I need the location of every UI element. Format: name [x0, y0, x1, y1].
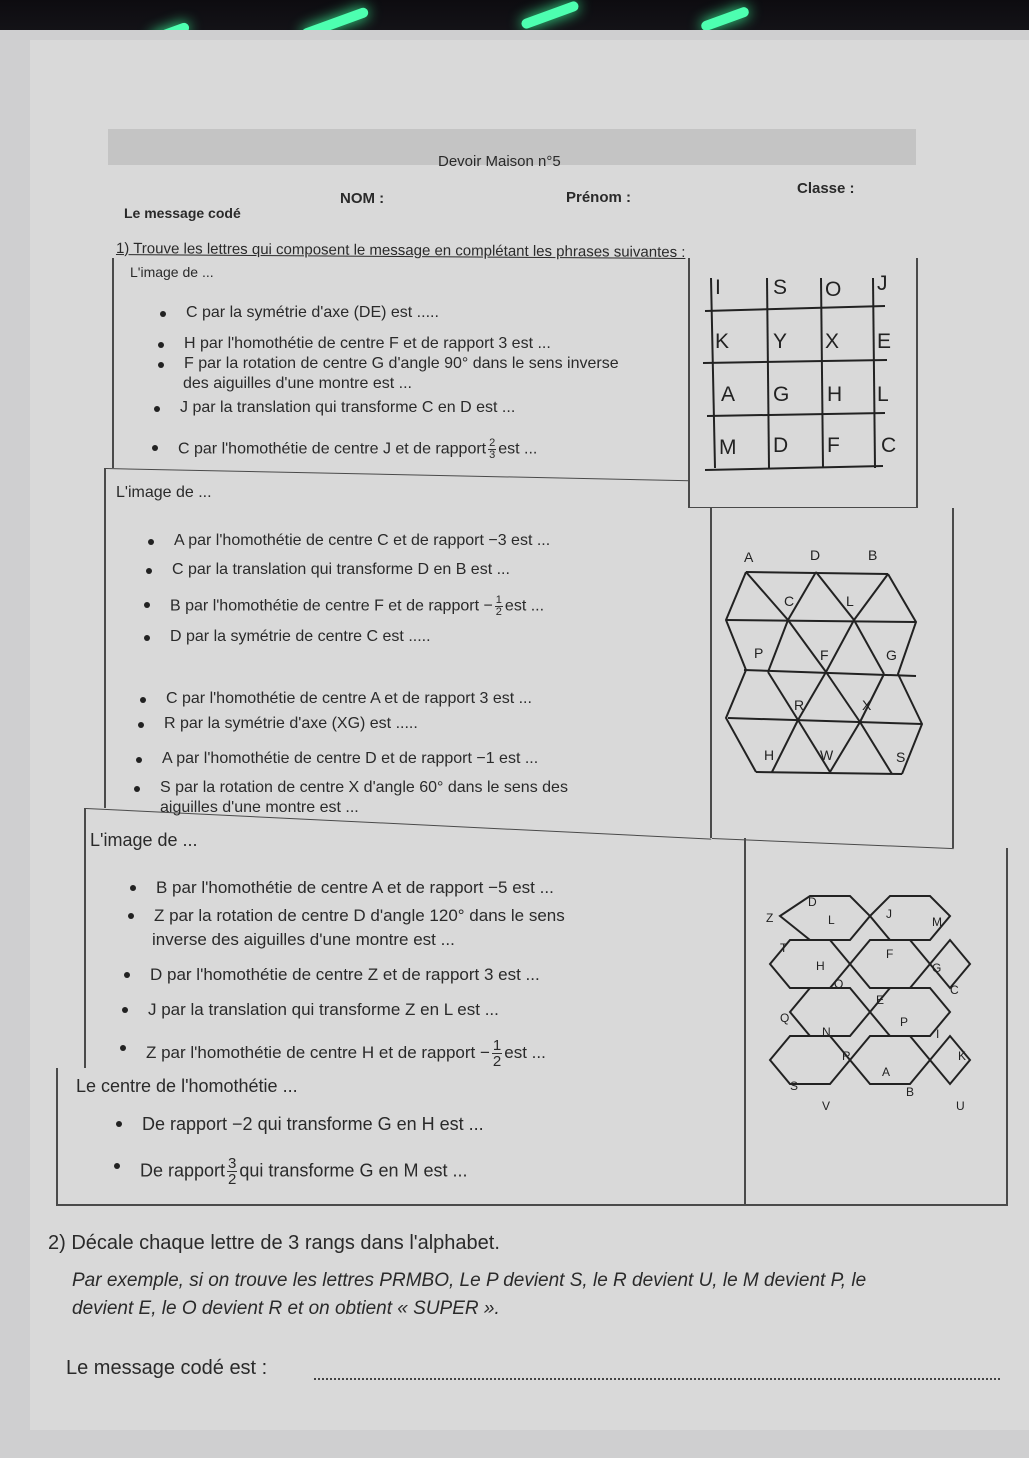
figure2-label: D [810, 547, 821, 563]
section1-item: H par l'homothétie de centre F et de rapport 3 est ... [184, 335, 551, 352]
grid-letter: C [881, 434, 897, 457]
section4-heading: Le centre de l'homothétie ... [76, 1076, 298, 1096]
message-answer-line[interactable] [314, 1378, 1000, 1380]
figure3-label: M [932, 915, 942, 929]
figure2-label: B [868, 547, 878, 563]
section2-item: D par la symétrie de centre C est ..... [170, 628, 431, 645]
section2-item: C par la translation qui transforme D en B est ... [172, 561, 510, 578]
grid-letter: O [825, 278, 842, 301]
figure3-label: D [808, 895, 817, 909]
figure3-label: J [886, 907, 892, 921]
figure3-label: V [822, 1099, 831, 1113]
hexagon-grid-figure [750, 888, 1000, 1113]
question2-example-line2: devient E, le O devient R et on obtient « SUPER ». [72, 1298, 500, 1319]
table-border [690, 507, 918, 508]
figure3-label: K [958, 1049, 967, 1063]
section1-item: C par la symétrie d'axe (DE) est ..... [186, 304, 439, 321]
figure2-label: S [896, 749, 906, 765]
figure2-label: L [846, 593, 854, 609]
grid-letter: L [877, 383, 889, 406]
table-border [952, 508, 954, 848]
grid-letter: M [719, 436, 737, 459]
table-border [104, 468, 106, 808]
figure3-label: Q [780, 1011, 790, 1025]
section2-item: A par l'homothétie de centre C et de rapport −3 est ... [174, 532, 551, 549]
table-border [1006, 848, 1008, 1204]
table-border [710, 508, 712, 838]
section2-item: A par l'homothétie de centre D et de rapport −1 est ... [162, 750, 539, 767]
figure2-label: W [820, 747, 834, 763]
table-border [744, 838, 746, 1204]
section2-item: B par l'homothétie de centre F et de rapport − $\frac{1}{2}$ est ... [170, 594, 545, 618]
grid-letter: E [877, 330, 892, 353]
figure3-label: F [886, 947, 894, 961]
figure2-label: P [754, 645, 764, 661]
figure3-label: O [834, 977, 844, 991]
section3-item-continued: inverse des aiguilles d'une montre est ... [152, 930, 455, 949]
section1-item: F par la rotation de centre G d'angle 90° dans le sens inverse [184, 355, 619, 372]
section4-item: De rapport $\frac{3}{2}$ qui transforme G en M est ... [140, 1155, 468, 1188]
section4-item: De rapport −2 qui transforme G en H est ... [142, 1114, 484, 1134]
section2-heading: L'image de ... [116, 484, 212, 501]
figure2-label: H [764, 747, 775, 763]
figure3-label: T [780, 941, 788, 955]
figure3-label: L [828, 913, 835, 927]
grid-letter: I [715, 276, 721, 299]
section1-item: J par la translation qui transforme C en D est ... [180, 399, 516, 416]
fraction: $\frac{2}{3}$ [489, 437, 496, 461]
prenom-label: Prénom : [566, 189, 632, 206]
section3-item: J par la translation qui transforme Z en L est ... [148, 1000, 499, 1019]
grid-letter: J [877, 272, 888, 295]
section3-item: B par l'homothétie de centre A et de rapport −5 est ... [156, 878, 554, 897]
table-border [916, 258, 918, 508]
question2-title: 2) Décale chaque lettre de 3 rangs dans l'alphabet. [48, 1232, 500, 1254]
message-label: Le message codé est : [66, 1357, 268, 1379]
section3-item: Z par l'homothétie de centre H et de rapport − $\frac{1}{2}$ est ... [146, 1037, 546, 1070]
section3-item: Z par la rotation de centre D d'angle 120° dans le sens [154, 906, 565, 925]
table-border [688, 258, 690, 508]
figure2-label: C [784, 593, 795, 609]
figure3-label: S [790, 1079, 799, 1093]
grid-letter: A [721, 383, 736, 406]
grid-letter: F [827, 434, 840, 457]
figure2-label: G [886, 647, 897, 663]
figure3-label: E [876, 993, 885, 1007]
classe-label: Classe : [797, 180, 855, 197]
figure3-label: B [906, 1085, 915, 1099]
triangle-grid-figure [716, 540, 946, 790]
section2-item: R par la symétrie d'axe (XG) est ..... [164, 715, 418, 732]
figure3-label: I [936, 1027, 940, 1041]
section2-item-continued: aiguilles d'une montre est ... [160, 799, 359, 816]
section3-heading: L'image de ... [90, 830, 198, 850]
section1-item-continued: des aiguilles d'une montre est ... [183, 375, 412, 392]
fraction: $\frac{1}{2}$ [495, 594, 502, 618]
figure2-label: X [862, 697, 872, 713]
fraction: $\frac{3}{2}$ [228, 1155, 237, 1188]
figure2-label: A [744, 549, 754, 565]
grid-letter: G [773, 383, 790, 406]
figure3-label: C [950, 983, 959, 997]
table-border [84, 808, 86, 1068]
fraction: $\frac{1}{2}$ [492, 1037, 502, 1070]
section2-item: C par l'homothétie de centre A et de rapport 3 est ... [166, 690, 532, 707]
section2-item: S par la rotation de centre X d'angle 60° dans le sens des [160, 779, 568, 796]
figure3-label: Z [766, 911, 774, 925]
table-border [112, 258, 114, 468]
table-border [56, 1204, 1008, 1206]
figure2-label: R [794, 697, 805, 713]
question1-intro: 1) Trouve les lettres qui composent le message en complétant les phrases suivantes : [115, 240, 686, 261]
section1-item: C par l'homothétie de centre J et de rapport $\frac{2}{3}$ est ... [178, 437, 538, 461]
figure3-label: A [882, 1065, 891, 1079]
figure3-label: N [822, 1025, 831, 1039]
figure3-label: P [900, 1015, 909, 1029]
grid-letter: H [827, 383, 843, 406]
figure3-label: H [816, 959, 825, 973]
keyboard-glow [700, 6, 750, 32]
section3-item: D par l'homothétie de centre Z et de rapport 3 est ... [150, 965, 540, 984]
letter-grid-figure [695, 268, 910, 483]
question2-example-line1: Par exemple, si on trouve les lettres PRMBO, Le P devient S, le R devient U, le M devient P, le [72, 1270, 867, 1291]
figure3-label: U [956, 1099, 965, 1113]
table-border [56, 1068, 58, 1204]
section1-heading: L'image de ... [130, 264, 214, 280]
grid-letter: D [773, 434, 789, 457]
grid-letter: S [773, 276, 788, 299]
subtitle: Le message codé [124, 205, 241, 221]
grid-letter: K [715, 330, 730, 353]
grid-letter: X [825, 330, 840, 353]
keyboard-glow [520, 0, 580, 30]
figure3-label: G [932, 961, 942, 975]
figure2-label: F [820, 647, 829, 663]
figure3-label: R [842, 1049, 851, 1063]
nom-label: NOM : [340, 190, 385, 207]
page-title: Devoir Maison n°5 [438, 153, 561, 170]
grid-letter: Y [773, 330, 788, 353]
